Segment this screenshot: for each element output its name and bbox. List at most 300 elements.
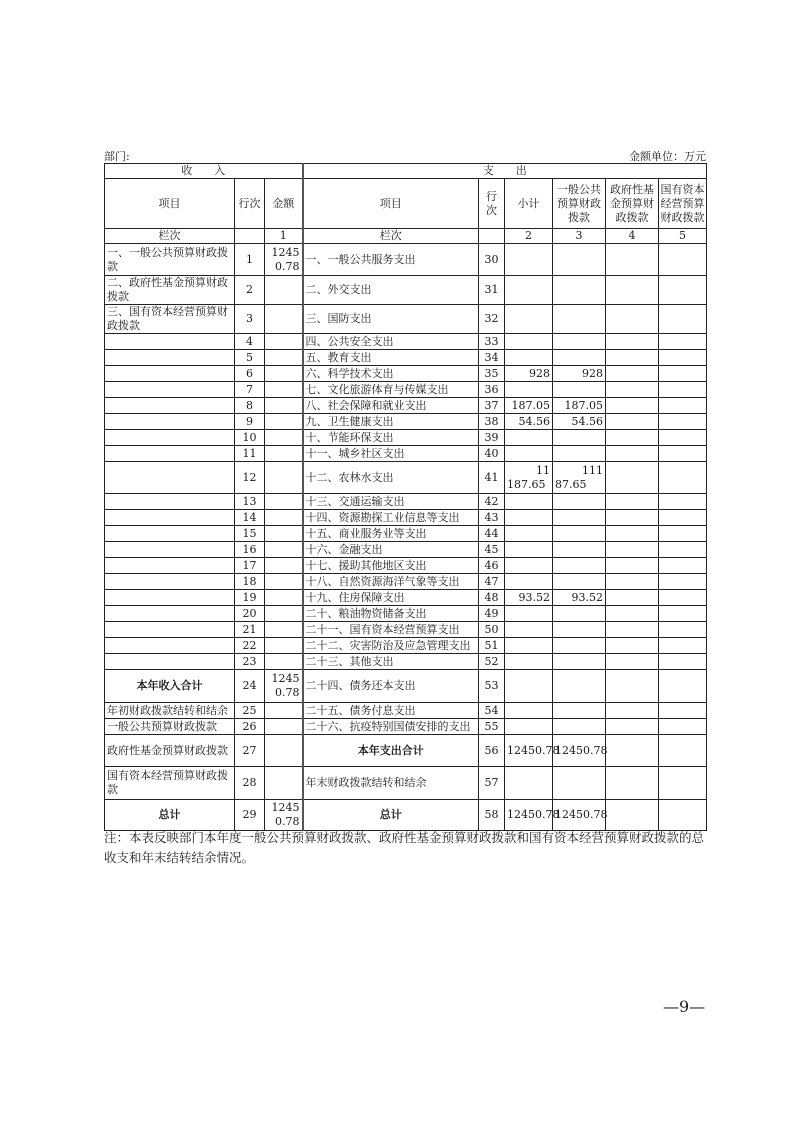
expense-row-number: 40 <box>479 446 505 462</box>
col-subtotal: 小计 <box>505 179 553 229</box>
state-capital-cell <box>659 574 707 590</box>
general-budget-cell <box>553 334 606 350</box>
income-item-cell <box>105 606 235 622</box>
table-row <box>105 430 707 446</box>
expense-row-number: 36 <box>479 382 505 398</box>
subtotal-cell <box>505 244 553 276</box>
income-row-number: 26 <box>235 719 265 735</box>
index-expense-label: 栏次 <box>303 229 479 244</box>
income-amount-cell <box>265 510 303 526</box>
state-capital-cell <box>659 767 707 800</box>
gov-fund-cell <box>606 414 659 430</box>
general-budget-cell <box>553 767 606 800</box>
income-row-number: 24 <box>235 670 265 703</box>
state-capital-cell <box>659 590 707 606</box>
income-item-cell <box>105 446 235 462</box>
income-row-number: 8 <box>235 398 265 414</box>
table-row <box>105 244 707 276</box>
income-amount-cell: 12450.78 <box>265 800 303 831</box>
general-budget-cell <box>553 350 606 366</box>
expense-item-cell: 四、公共安全支出 <box>303 334 479 350</box>
expense-item-cell: 十二、农林水支出 <box>303 462 479 494</box>
income-item-cell <box>105 574 235 590</box>
expense-row-number: 45 <box>479 542 505 558</box>
index-gov-fund: 4 <box>606 229 659 244</box>
gov-fund-cell <box>606 638 659 654</box>
general-budget-cell <box>553 703 606 719</box>
gov-fund-cell <box>606 670 659 703</box>
table-row <box>105 590 707 606</box>
gov-fund-cell <box>606 350 659 366</box>
income-row-number: 11 <box>235 446 265 462</box>
subtotal-cell: 928 <box>505 366 553 382</box>
expense-item-cell: 七、文化旅游体育与传媒支出 <box>303 382 479 398</box>
general-budget-cell <box>553 719 606 735</box>
income-amount-cell <box>265 276 303 305</box>
budget-table <box>104 163 707 831</box>
section-header-row <box>105 164 707 179</box>
col-expense-item: 项目 <box>303 179 479 229</box>
expense-row-number: 46 <box>479 558 505 574</box>
income-item-cell: 三、国有资本经营预算财政拨款 <box>105 305 235 334</box>
gov-fund-cell <box>606 800 659 831</box>
income-item-cell <box>105 558 235 574</box>
expense-row-number: 39 <box>479 430 505 446</box>
expense-row-number: 54 <box>479 703 505 719</box>
income-item-cell <box>105 382 235 398</box>
subtotal-cell <box>505 542 553 558</box>
income-row-number: 6 <box>235 366 265 382</box>
table-row <box>105 494 707 510</box>
income-row-number: 16 <box>235 542 265 558</box>
expense-row-number: 55 <box>479 719 505 735</box>
subtotal-cell: 187.05 <box>505 398 553 414</box>
state-capital-cell <box>659 800 707 831</box>
general-budget-cell <box>553 654 606 670</box>
general-budget-cell: 93.52 <box>553 590 606 606</box>
general-budget-cell <box>553 244 606 276</box>
subtotal-cell: 93.52 <box>505 590 553 606</box>
expense-item-cell: 十三、交通运输支出 <box>303 494 479 510</box>
expense-item-cell: 十八、自然资源海洋气象等支出 <box>303 574 479 590</box>
subtotal-cell <box>505 276 553 305</box>
general-budget-cell: 54.56 <box>553 414 606 430</box>
column-index-row <box>105 229 707 244</box>
income-item-cell <box>105 350 235 366</box>
general-budget-cell: 12450.78 <box>553 735 606 767</box>
subtotal-cell <box>505 622 553 638</box>
income-amount-cell <box>265 735 303 767</box>
general-budget-cell <box>553 670 606 703</box>
income-row-number: 27 <box>235 735 265 767</box>
income-amount-cell <box>265 494 303 510</box>
subtotal-cell <box>505 670 553 703</box>
expense-row-number: 37 <box>479 398 505 414</box>
subtotal-cell <box>505 767 553 800</box>
expense-item-cell: 本年支出合计 <box>303 735 479 767</box>
income-item-cell <box>105 590 235 606</box>
income-amount-cell <box>265 719 303 735</box>
table-row <box>105 526 707 542</box>
income-item-cell <box>105 526 235 542</box>
expense-item-cell: 年末财政拨款结转和结余 <box>303 767 479 800</box>
general-budget-cell: 187.05 <box>553 398 606 414</box>
subtotal-cell <box>505 654 553 670</box>
subtotal-cell <box>505 703 553 719</box>
general-budget-cell: 12450.78 <box>553 800 606 831</box>
gov-fund-cell <box>606 542 659 558</box>
gov-fund-cell <box>606 510 659 526</box>
income-item-cell <box>105 654 235 670</box>
income-item-cell <box>105 366 235 382</box>
gov-fund-cell <box>606 366 659 382</box>
department-label: 部门: <box>104 150 130 163</box>
expense-row-number: 32 <box>479 305 505 334</box>
gov-fund-cell <box>606 767 659 800</box>
income-amount-cell <box>265 350 303 366</box>
income-row-number: 5 <box>235 350 265 366</box>
state-capital-cell <box>659 414 707 430</box>
state-capital-cell <box>659 670 707 703</box>
gov-fund-cell <box>606 654 659 670</box>
income-amount-cell <box>265 638 303 654</box>
state-capital-cell <box>659 366 707 382</box>
gov-fund-cell <box>606 558 659 574</box>
income-amount-cell <box>265 366 303 382</box>
gov-fund-cell <box>606 446 659 462</box>
gov-fund-cell <box>606 430 659 446</box>
income-row-number: 12 <box>235 462 265 494</box>
state-capital-cell <box>659 719 707 735</box>
index-income-label: 栏次 <box>105 229 235 244</box>
income-row-number: 20 <box>235 606 265 622</box>
col-general-budget: 一般公共预算财政拨款 <box>553 179 606 229</box>
footnote: 注：本表反映部门本年度一般公共预算财政拨款、政府性基金预算财政拨款和国有资本经营预算财政拨款的总收支和年末结转结余情况。 <box>104 830 705 865</box>
table-row <box>105 638 707 654</box>
expense-row-number: 34 <box>479 350 505 366</box>
value-part: 187.65 <box>507 477 546 491</box>
table-row <box>105 719 707 735</box>
expense-row-number: 53 <box>479 670 505 703</box>
state-capital-cell <box>659 622 707 638</box>
general-budget-cell <box>553 430 606 446</box>
income-amount-cell <box>265 446 303 462</box>
income-amount-cell: 12450.78 <box>265 670 303 703</box>
state-capital-cell <box>659 703 707 719</box>
income-row-number: 2 <box>235 276 265 305</box>
expense-item-cell: 二十六、抗疫特别国债安排的支出 <box>303 719 479 735</box>
index-income-amount: 1 <box>265 229 303 244</box>
general-budget-cell <box>553 382 606 398</box>
state-capital-cell <box>659 558 707 574</box>
expense-item-cell: 二十三、其他支出 <box>303 654 479 670</box>
gov-fund-cell <box>606 494 659 510</box>
income-item-cell <box>105 542 235 558</box>
gov-fund-cell <box>606 382 659 398</box>
subtotal-cell <box>505 350 553 366</box>
income-row-number: 14 <box>235 510 265 526</box>
gov-fund-cell <box>606 735 659 767</box>
expense-item-cell: 五、教育支出 <box>303 350 479 366</box>
income-row-number: 15 <box>235 526 265 542</box>
state-capital-cell <box>659 494 707 510</box>
expense-item-cell: 九、卫生健康支出 <box>303 414 479 430</box>
state-capital-cell <box>659 276 707 305</box>
expense-row-number: 33 <box>479 334 505 350</box>
gov-fund-cell <box>606 276 659 305</box>
col-gov-fund: 政府性基金预算财政拨款 <box>606 179 659 229</box>
table-row <box>105 558 707 574</box>
state-capital-cell <box>659 606 707 622</box>
gov-fund-cell <box>606 244 659 276</box>
general-budget-cell <box>553 276 606 305</box>
income-amount-cell <box>265 542 303 558</box>
table-row <box>105 382 707 398</box>
table-row <box>105 510 707 526</box>
expense-row-number: 35 <box>479 366 505 382</box>
expense-item-cell: 八、社会保障和就业支出 <box>303 398 479 414</box>
subtotal-cell <box>505 382 553 398</box>
income-amount-cell <box>265 398 303 414</box>
expense-row-number: 30 <box>479 244 505 276</box>
expense-item-cell: 十九、住房保障支出 <box>303 590 479 606</box>
income-row-number: 9 <box>235 414 265 430</box>
expense-item-cell: 二十五、债务付息支出 <box>303 703 479 719</box>
expense-row-number: 47 <box>479 574 505 590</box>
col-income-item: 项目 <box>105 179 235 229</box>
table-row <box>105 670 707 703</box>
expense-item-cell: 二十、粮油物资储备支出 <box>303 606 479 622</box>
expense-item-cell: 二十一、国有资本经营预算支出 <box>303 622 479 638</box>
income-row-number: 18 <box>235 574 265 590</box>
income-item-cell: 本年收入合计 <box>105 670 235 703</box>
state-capital-cell <box>659 430 707 446</box>
income-amount-cell <box>265 305 303 334</box>
state-capital-cell <box>659 382 707 398</box>
income-item-cell: 政府性基金预算财政拨款 <box>105 735 235 767</box>
subtotal-cell <box>505 510 553 526</box>
table-row <box>105 542 707 558</box>
income-amount-cell <box>265 622 303 638</box>
income-item-cell: 一、一般公共预算财政拨款 <box>105 244 235 276</box>
general-budget-cell <box>553 305 606 334</box>
table-row <box>105 334 707 350</box>
income-row-number: 13 <box>235 494 265 510</box>
expense-item-cell: 十一、城乡社区支出 <box>303 446 479 462</box>
expense-row-number: 31 <box>479 276 505 305</box>
expense-row-number: 41 <box>479 462 505 494</box>
income-amount-cell: 12450.78 <box>265 244 303 276</box>
expense-row-number: 48 <box>479 590 505 606</box>
income-amount-cell <box>265 606 303 622</box>
state-capital-cell <box>659 244 707 276</box>
state-capital-cell <box>659 735 707 767</box>
expense-item-cell: 二十二、灾害防治及应急管理支出 <box>303 638 479 654</box>
expense-row-number: 43 <box>479 510 505 526</box>
subtotal-cell <box>505 446 553 462</box>
subtotal-cell: 12450.78 <box>505 800 553 831</box>
income-row-number: 3 <box>235 305 265 334</box>
gov-fund-cell <box>606 526 659 542</box>
expense-item-cell: 十七、援助其他地区支出 <box>303 558 479 574</box>
state-capital-cell <box>659 446 707 462</box>
income-row-number: 19 <box>235 590 265 606</box>
general-budget-cell <box>553 638 606 654</box>
gov-fund-cell <box>606 334 659 350</box>
expense-item-cell: 十四、资源勘探工业信息等支出 <box>303 510 479 526</box>
income-amount-cell <box>265 462 303 494</box>
income-item-cell <box>105 430 235 446</box>
expense-row-number: 38 <box>479 414 505 430</box>
state-capital-cell <box>659 398 707 414</box>
state-capital-cell <box>659 542 707 558</box>
income-amount-cell <box>265 430 303 446</box>
table-row <box>105 735 707 767</box>
gov-fund-cell <box>606 590 659 606</box>
index-income-row <box>235 229 265 244</box>
index-expense-row <box>479 229 505 244</box>
expense-item-cell: 二十四、债务还本支出 <box>303 670 479 703</box>
income-amount-cell <box>265 526 303 542</box>
col-income-row: 行次 <box>235 179 265 229</box>
table-row <box>105 350 707 366</box>
income-amount-cell <box>265 703 303 719</box>
expense-row-number: 42 <box>479 494 505 510</box>
subtotal-cell <box>505 305 553 334</box>
income-item-cell <box>105 398 235 414</box>
expense-item-cell: 十五、商业服务业等支出 <box>303 526 479 542</box>
col-state-capital: 国有资本经营预算财政拨款 <box>659 179 707 229</box>
general-budget-cell <box>553 558 606 574</box>
subtotal-cell <box>505 334 553 350</box>
income-amount-cell <box>265 334 303 350</box>
general-budget-cell <box>553 622 606 638</box>
expense-item-cell: 一、一般公共服务支出 <box>303 244 479 276</box>
table-row <box>105 366 707 382</box>
gov-fund-cell <box>606 703 659 719</box>
state-capital-cell <box>659 305 707 334</box>
subtotal-cell <box>505 494 553 510</box>
income-row-number: 4 <box>235 334 265 350</box>
income-row-number: 23 <box>235 654 265 670</box>
income-item-cell <box>105 334 235 350</box>
state-capital-cell <box>659 510 707 526</box>
index-general-budget: 3 <box>553 229 606 244</box>
table-row <box>105 622 707 638</box>
table-row <box>105 446 707 462</box>
table-row <box>105 800 707 831</box>
income-amount-cell <box>265 654 303 670</box>
expense-section-title-text: 支 出 <box>482 164 527 177</box>
income-row-number: 10 <box>235 430 265 446</box>
income-row-number: 22 <box>235 638 265 654</box>
expense-row-number: 50 <box>479 622 505 638</box>
value-part: 111 <box>582 463 603 477</box>
table-row <box>105 276 707 305</box>
state-capital-cell <box>659 334 707 350</box>
expense-section-title <box>303 164 707 179</box>
income-item-cell <box>105 622 235 638</box>
table-row <box>105 414 707 430</box>
col-income-amount: 金额 <box>265 179 303 229</box>
gov-fund-cell <box>606 305 659 334</box>
page-number: —9— <box>663 997 706 1016</box>
state-capital-cell <box>659 654 707 670</box>
general-budget-cell <box>553 462 606 494</box>
income-amount-cell <box>265 382 303 398</box>
unit-label: 金额单位：万元 <box>629 150 706 163</box>
expense-item-cell: 六、科学技术支出 <box>303 366 479 382</box>
income-row-number: 29 <box>235 800 265 831</box>
income-item-cell <box>105 462 235 494</box>
subtotal-cell <box>505 462 553 494</box>
general-budget-cell <box>553 446 606 462</box>
income-row-number: 28 <box>235 767 265 800</box>
table-row <box>105 606 707 622</box>
gov-fund-cell <box>606 398 659 414</box>
income-row-number: 25 <box>235 703 265 719</box>
income-amount-cell <box>265 590 303 606</box>
subtotal-cell <box>505 558 553 574</box>
gov-fund-cell <box>606 574 659 590</box>
income-item-cell: 二、政府性基金预算财政拨款 <box>105 276 235 305</box>
subtotal-cell <box>505 526 553 542</box>
table-row <box>105 654 707 670</box>
general-budget-cell <box>553 526 606 542</box>
income-amount-cell <box>265 414 303 430</box>
state-capital-cell <box>659 350 707 366</box>
income-section-title: 收 入 <box>105 164 303 179</box>
col-expense-row: 行次 <box>479 179 505 229</box>
subtotal-cell: 54.56 <box>505 414 553 430</box>
gov-fund-cell <box>606 606 659 622</box>
income-amount-cell <box>265 574 303 590</box>
general-budget-cell <box>553 510 606 526</box>
expense-row-number: 51 <box>479 638 505 654</box>
expense-item-cell: 总计 <box>303 800 479 831</box>
income-row-number: 21 <box>235 622 265 638</box>
income-item-cell <box>105 494 235 510</box>
income-row-number: 17 <box>235 558 265 574</box>
state-capital-cell <box>659 526 707 542</box>
index-state-capital: 5 <box>659 229 707 244</box>
table-row <box>105 462 707 494</box>
general-budget-cell <box>553 542 606 558</box>
expense-item-cell: 十六、金融支出 <box>303 542 479 558</box>
expense-row-number: 56 <box>479 735 505 767</box>
subtotal-cell: 12450.78 <box>505 735 553 767</box>
income-item-cell: 国有资本经营预算财政拨款 <box>105 767 235 800</box>
income-amount-cell <box>265 558 303 574</box>
income-item-cell <box>105 638 235 654</box>
value-part: 87.65 <box>555 477 587 491</box>
income-item-cell: 年初财政拨款结转和结余 <box>105 703 235 719</box>
expense-item-cell: 三、国防支出 <box>303 305 479 334</box>
gov-fund-cell <box>606 622 659 638</box>
general-budget-cell <box>553 574 606 590</box>
general-budget-cell: 928 <box>553 366 606 382</box>
subtotal-cell <box>505 430 553 446</box>
income-row-number: 1 <box>235 244 265 276</box>
table-row <box>105 574 707 590</box>
expense-item-cell: 二、外交支出 <box>303 276 479 305</box>
income-item-cell <box>105 510 235 526</box>
expense-item-cell: 十、节能环保支出 <box>303 430 479 446</box>
table-row <box>105 305 707 334</box>
table-row <box>105 398 707 414</box>
state-capital-cell <box>659 638 707 654</box>
income-amount-cell <box>265 767 303 800</box>
